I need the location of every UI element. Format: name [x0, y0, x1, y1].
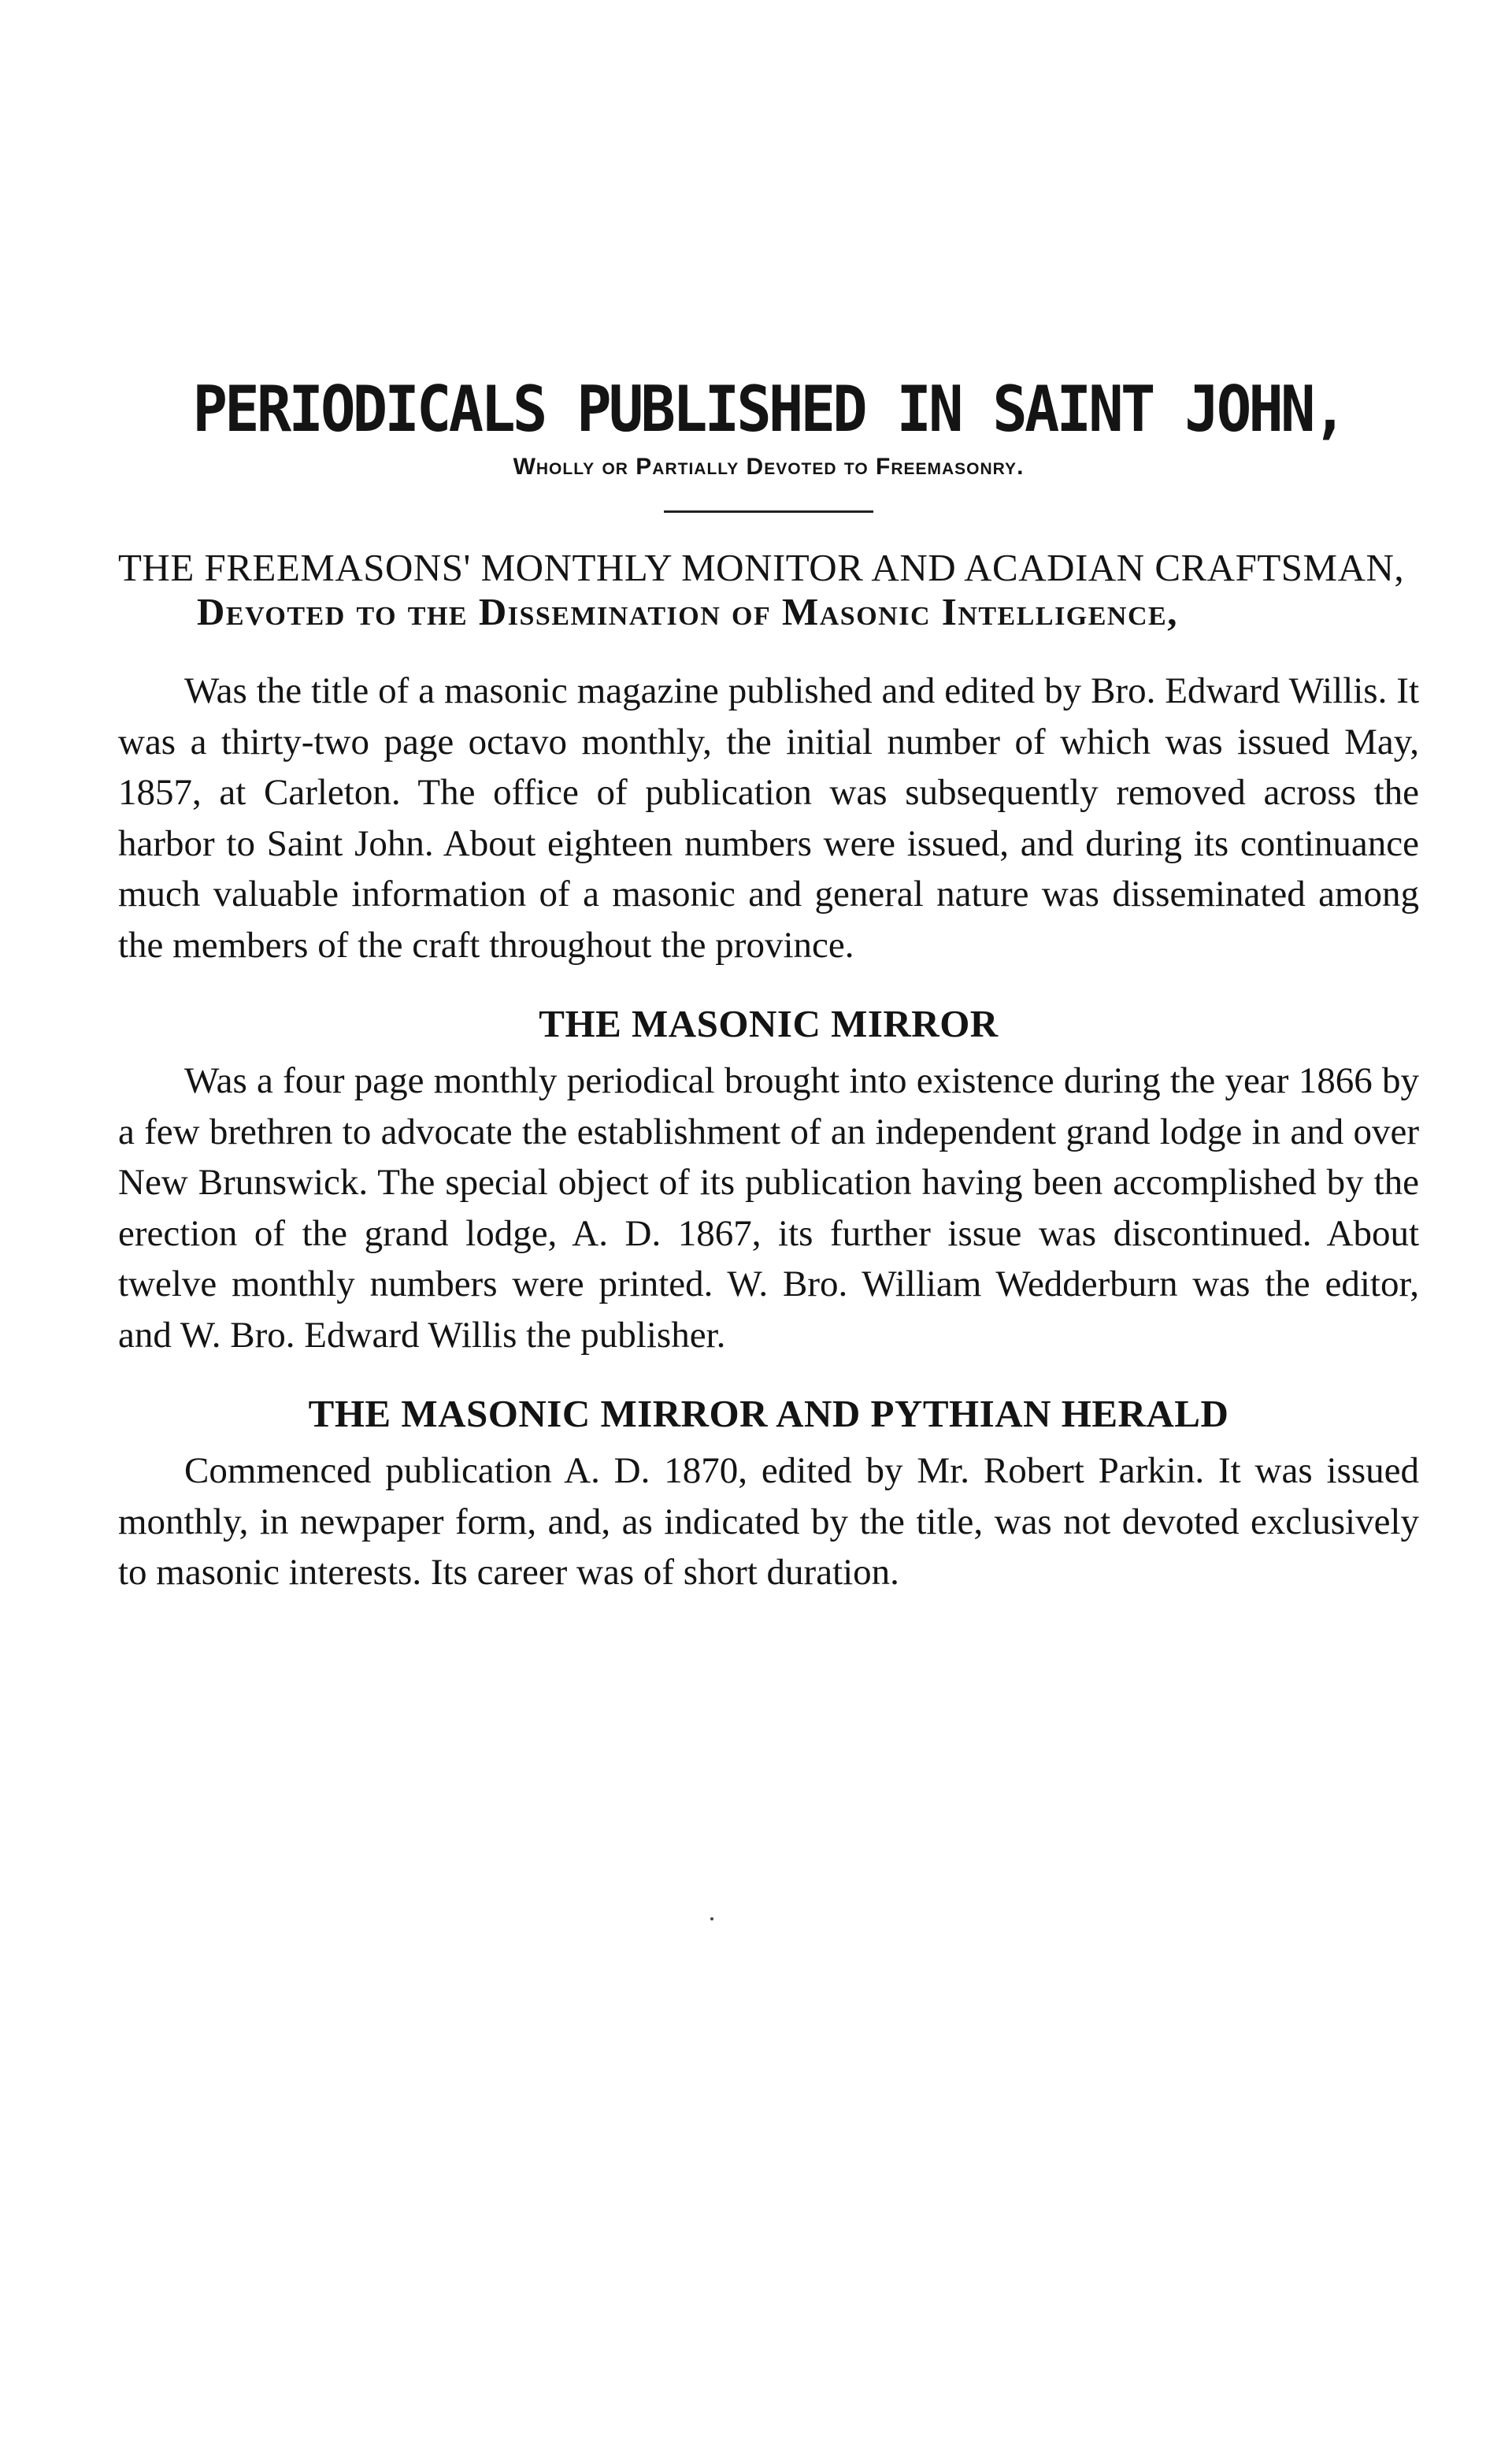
section-body-pythian-herald: Commenced publication A. D. 1870, edited by Mr. Robert Parkin. It was issued monthly, in newpaper form, and, as indicated by the title, was not devoted exclusively to masonic interests. Its career was of short duration.	[118, 1450, 1419, 1593]
section-heading-main: THE FREEMASONS' MONTHLY MONITOR AND ACADIAN CRAFTSMAN,	[118, 546, 1405, 589]
section-heading-monthly-monitor	[118, 546, 1419, 634]
document-page	[118, 370, 1419, 1598]
section-body-masonic-mirror: Was a four page monthly periodical brought into existence during the year 1866 by a few brethren to advocate the establishment of an independent grand lodge in and over New Brunswick. The special object of its publication having been accomplished by the erection of the grand lodge, A. D. 1867, its further issue was discontinued. About twelve monthly numbers were printed. W. Bro. William Wedderburn was the editor, and W. Bro. Edward Willis the publisher.	[118, 1060, 1419, 1356]
print-speck	[710, 1917, 713, 1920]
section-heading-sub: Devoted to the Dissemination of Masonic Intelligence,	[197, 590, 1178, 633]
section-heading-masonic-mirror: THE MASONIC MIRROR	[539, 1002, 999, 1045]
page-title: PERIODICALS PUBLISHED IN SAINT JOHN,	[192, 373, 1345, 446]
divider-rule	[664, 510, 873, 513]
section-heading-pythian-herald: THE MASONIC MIRROR AND PYTHIAN HERALD	[308, 1392, 1229, 1435]
section-body-monthly-monitor: Was the title of a masonic magazine published and edited by Bro. Edward Willis. It was a thirty-two page octavo monthly, the initial number of which was issued May, 1857, at Carleton. The office of publication was subsequently removed across the harbor to Saint John. About eighteen numbers were issued, and during its continuance much valuable information of a masonic and general nature was disseminated among the members of the craft throughout the province.	[118, 670, 1419, 966]
page-subtitle: Wholly or Partially Devoted to Freemasonry.	[513, 454, 1025, 480]
